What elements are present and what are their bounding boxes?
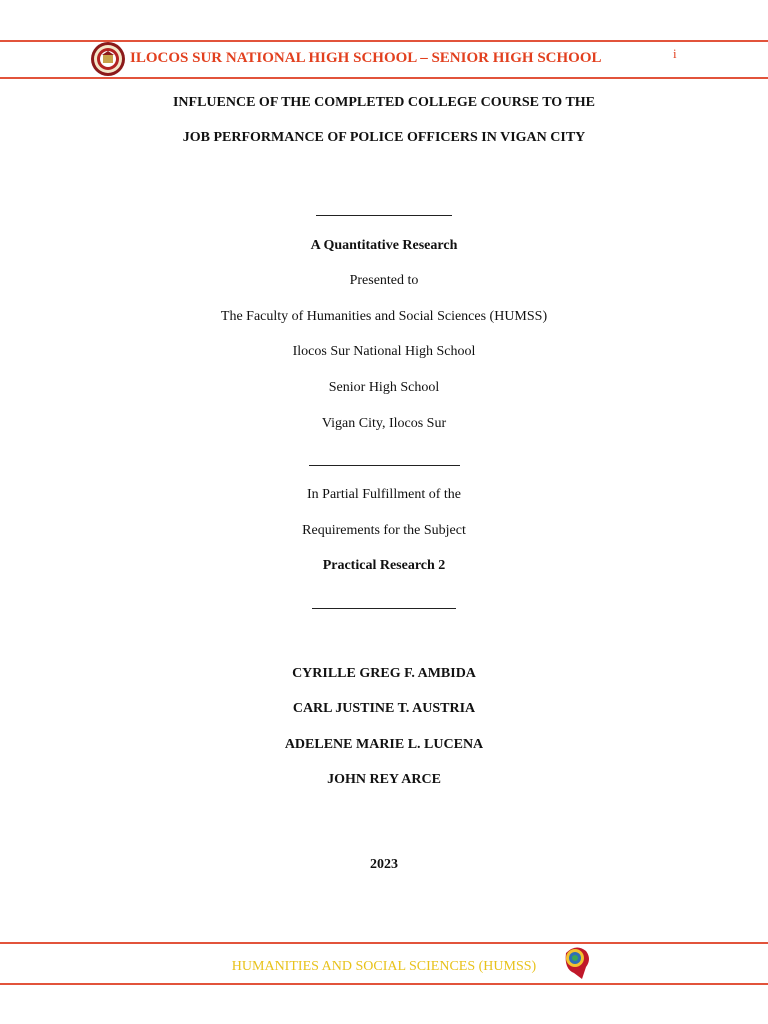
research-type: A Quantitative Research — [310, 238, 458, 253]
school-name: Ilocos Sur National High School — [292, 344, 476, 359]
school-level: Senior High School — [328, 380, 440, 395]
divider-2 — [309, 465, 460, 466]
footer-top-rule — [0, 942, 768, 944]
faculty-name: The Faculty of Humanities and Social Sciences (HUMSS) — [220, 309, 548, 324]
page-number: i — [673, 46, 677, 61]
author-name: ADELENE MARIE L. LUCENA — [284, 737, 484, 752]
fulfillment-line-2: Requirements for the Subject — [302, 523, 466, 538]
divider-1 — [316, 215, 452, 216]
header-bottom-rule — [0, 77, 768, 79]
author-name: CYRILLE GREG F. AMBIDA — [292, 666, 476, 681]
author-name: CARL JUSTINE T. AUSTRIA — [292, 701, 476, 716]
school-seal-icon — [90, 41, 126, 77]
footer-strand: HUMANITIES AND SOCIAL SCIENCES (HUMSS) — [231, 959, 537, 974]
subject-name: Practical Research 2 — [322, 558, 446, 573]
divider-3 — [312, 608, 456, 609]
research-title-line-2: JOB PERFORMANCE OF POLICE OFFICERS IN VIGAN CITY — [182, 130, 586, 145]
author-name: JOHN REY ARCE — [327, 772, 441, 787]
presented-to: Presented to — [349, 273, 419, 288]
school-location: Vigan City, Ilocos Sur — [321, 416, 447, 431]
footer-bottom-rule — [0, 983, 768, 985]
year: 2023 — [370, 857, 398, 872]
research-title-line-1: INFLUENCE OF THE COMPLETED COLLEGE COURSE TO THE — [172, 95, 596, 110]
fulfillment-line-1: In Partial Fulfillment of the — [307, 487, 461, 502]
header-school-name: ILOCOS SUR NATIONAL HIGH SCHOOL – SENIOR HIGH SCHOOL — [130, 50, 602, 66]
humss-logo-icon — [558, 943, 594, 981]
